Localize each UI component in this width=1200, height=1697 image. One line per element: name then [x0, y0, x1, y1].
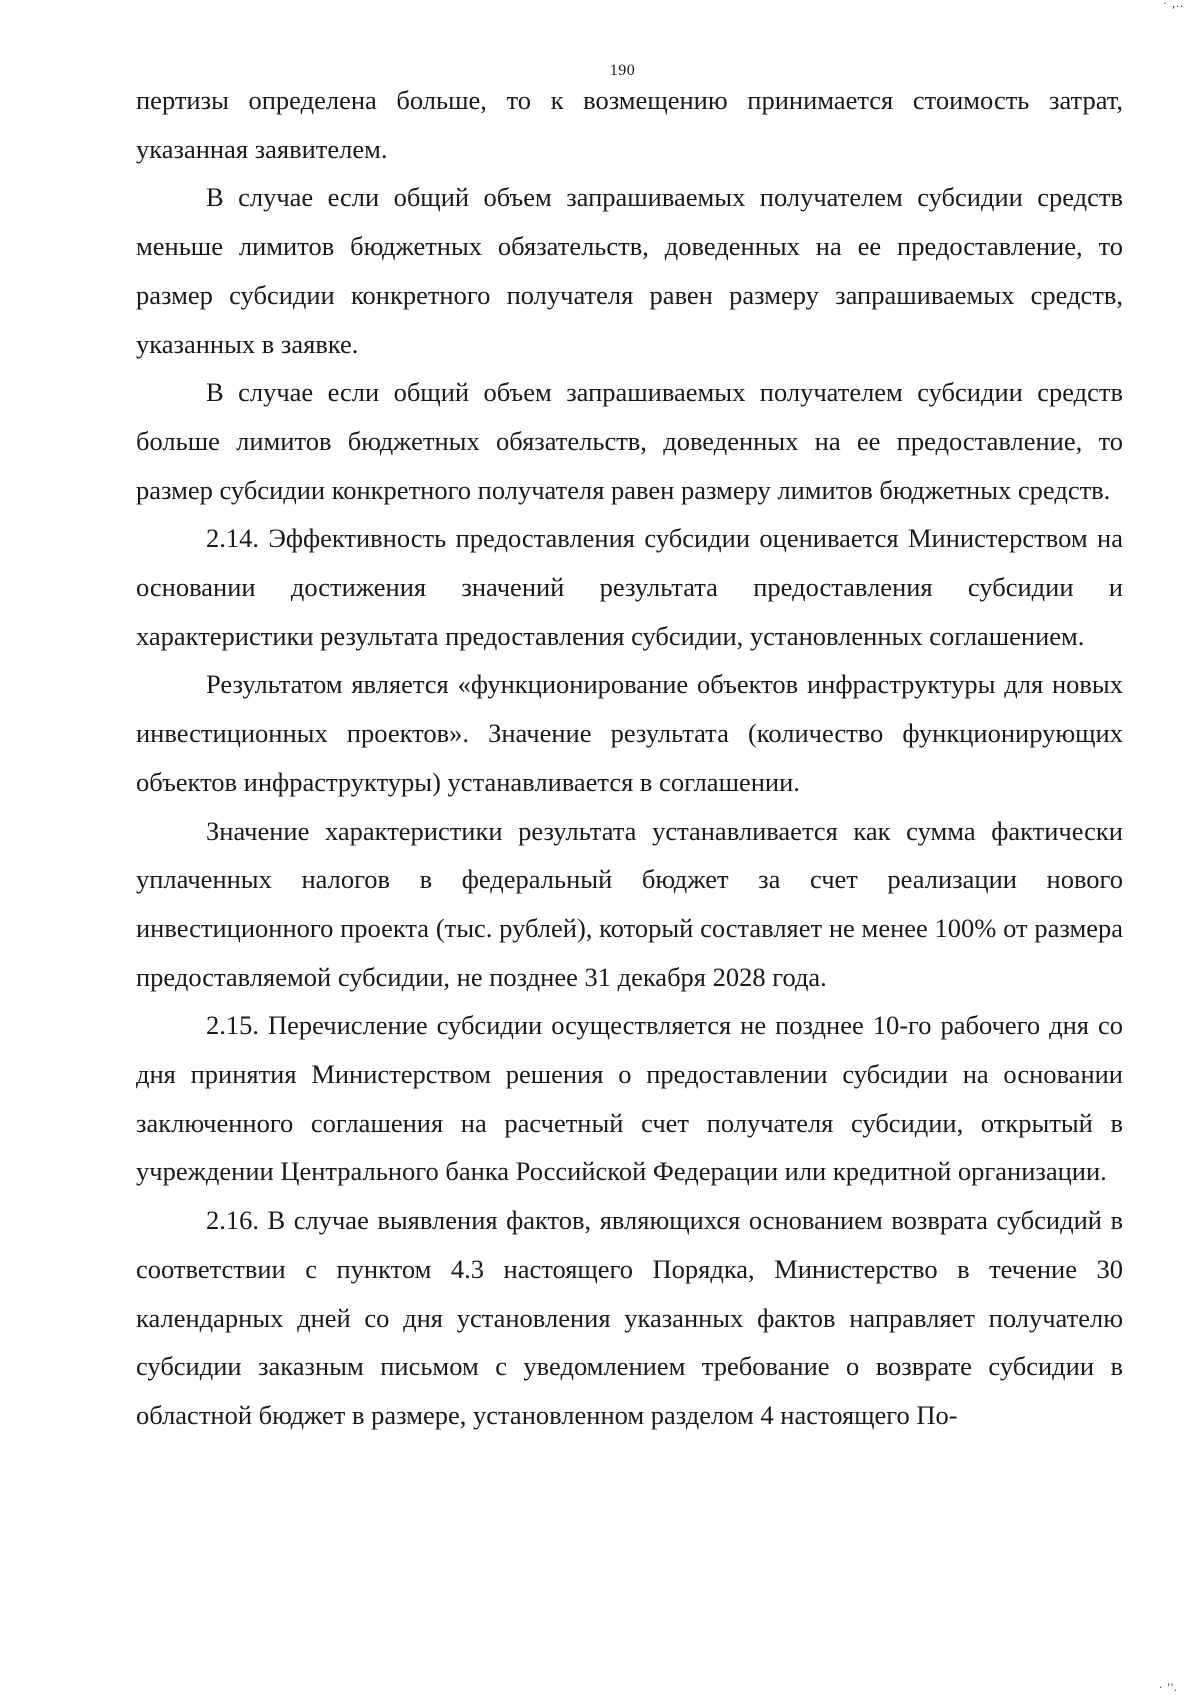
page-number: 190	[609, 62, 636, 79]
paragraph-continuation: пертизы определена больше, то к возмещению принимается стоимость затрат, указанная заявителем.	[136, 85, 1123, 164]
scan-mark-top: · ,..	[1163, 0, 1184, 10]
scan-mark-bottom: · ''.	[1158, 1680, 1178, 1694]
paragraph-2-15: 2.15. Перечисление субсидии осуществляется не позднее 10-го рабочего дня со дня принятия Министерством решения о предоставлении субсидии на основании заключенного соглашения на расчетный счет получателя субсидии, открытый в учреждении Центрального банка Российской Федерации или кредитной организации.	[136, 1010, 1123, 1187]
document-body	[136, 76, 1123, 1440]
paragraph-result: Результатом является «функционирование объектов инфраструктуры для новых инвестиционных проектов». Значение результата (количество функционирующих объектов инфраструктуры) устанавливается в соглашении.	[136, 669, 1123, 797]
paragraph-larger-request: В случае если общий объем запрашиваемых получателем субсидии средств больше лимитов бюджетных обязательств, доведенных на ее предоставление, то размер субсидии конкретного получателя равен размеру лимитов бюджетных средств.	[136, 377, 1123, 505]
paragraph-smaller-request: В случае если общий объем запрашиваемых получателем субсидии средств меньше лимитов бюджетных обязательств, доведенных на ее предоставление, то размер субсидии конкретного получателя равен размеру запрашиваемых средств, указанных в заявке.	[136, 182, 1123, 359]
paragraph-2-16: 2.16. В случае выявления фактов, являющихся основанием возврата субсидий в соответствии с пунктом 4.3 настоящего Порядка, Министерство в течение 30 календарных дней со дня установления указанных фактов направляет получателю субсидии заказным письмом с уведомлением требование о возврате субсидии в областной бюджет в размере, установленном разделом 4 настоящего По-	[136, 1205, 1123, 1430]
paragraph-2-14: 2.14. Эффективность предоставления субсидии оценивается Министерством на основании достижения значений результата предоставления субсидии и характеристики результата предоставления субсидии, установленных соглашением.	[136, 523, 1123, 651]
paragraph-result-characteristic: Значение характеристики результата устанавливается как сумма фактически уплаченных налогов в федеральный бюджет за счет реализации нового инвестиционного проекта (тыс. рублей), который составляет не менее 100% от размера предоставляемой субсидии, не позднее 31 декабря 2028 года.	[136, 815, 1123, 992]
